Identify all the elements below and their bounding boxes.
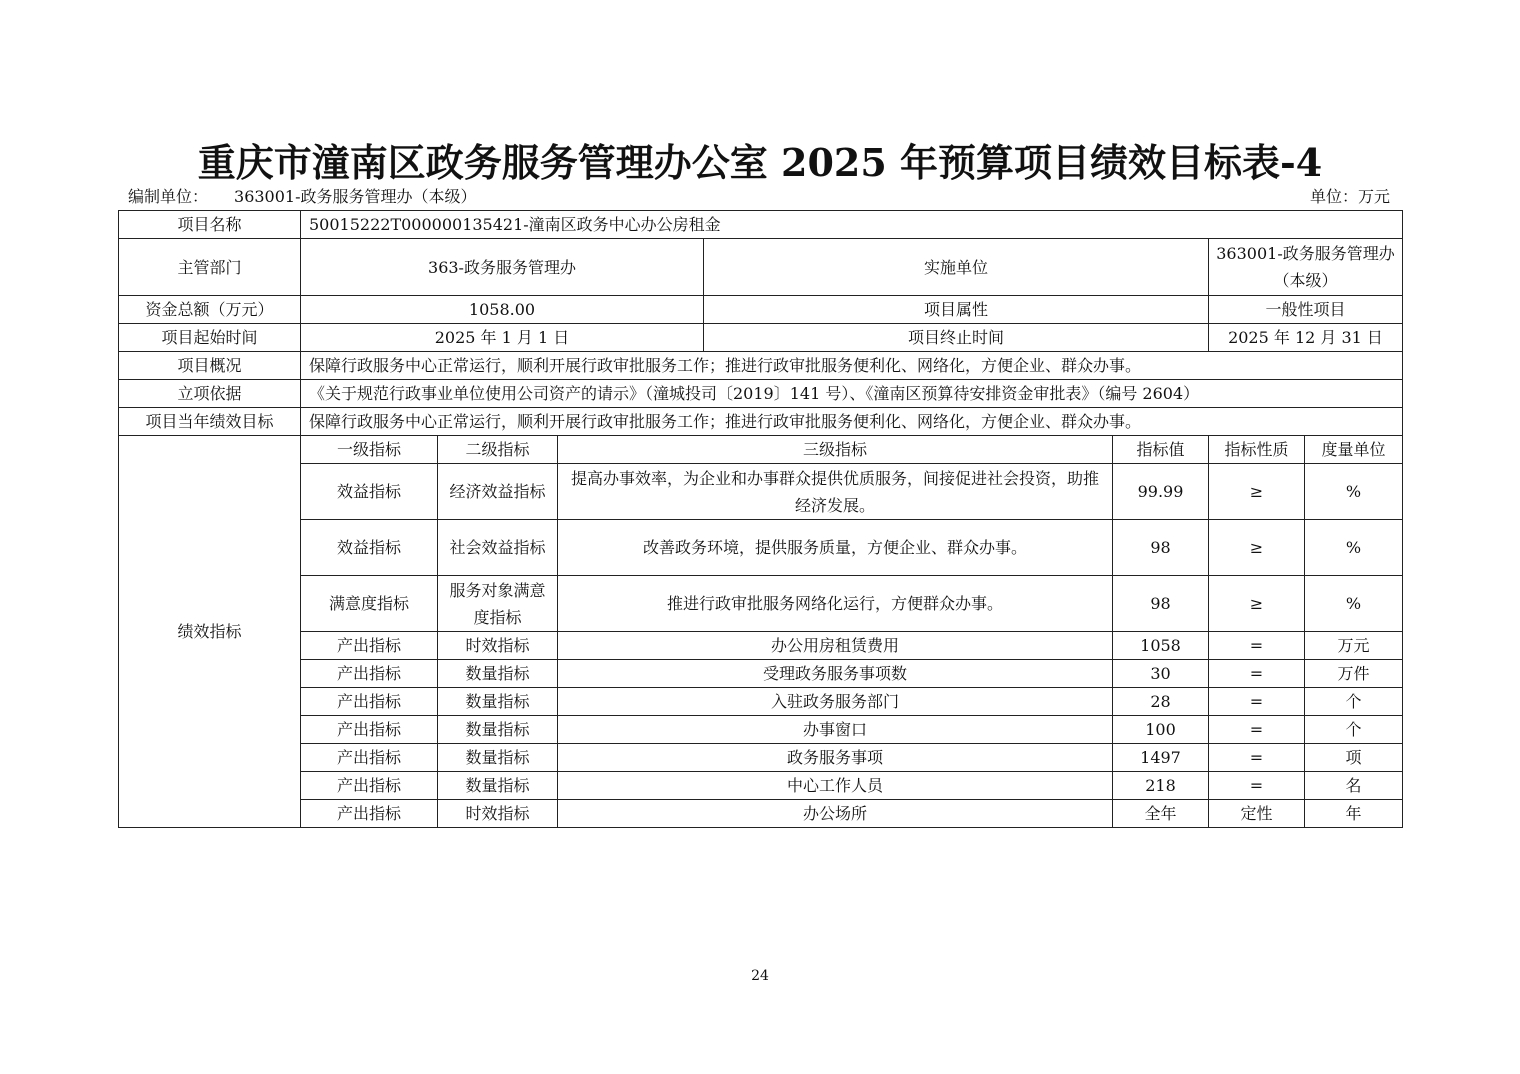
overview-value: 保障行政服务中心正常运行，顺利开展行政审批服务工作；推进行政审批服务便利化、网络化，方便企业、群众办事。 bbox=[301, 352, 1403, 380]
table-row bbox=[119, 716, 1403, 744]
row-value: 218 bbox=[1113, 772, 1209, 800]
row-level1: 效益指标 bbox=[301, 520, 438, 576]
row-level2: 数量指标 bbox=[438, 660, 558, 688]
start-value: 2025 年 1 月 1 日 bbox=[301, 324, 704, 352]
header-value: 指标值 bbox=[1113, 436, 1209, 464]
row-level1: 产出指标 bbox=[301, 800, 438, 828]
header-level2: 二级指标 bbox=[438, 436, 558, 464]
row-unit: % bbox=[1305, 576, 1403, 632]
dept-value: 363-政务服务管理办 bbox=[301, 239, 704, 296]
row-nature: = bbox=[1209, 632, 1305, 660]
row-level3: 提高办事效率，为企业和办事群众提供优质服务，间接促进社会投资，助推经济发展。 bbox=[558, 464, 1113, 520]
table-row bbox=[119, 632, 1403, 660]
row-value: 28 bbox=[1113, 688, 1209, 716]
row-level1: 产出指标 bbox=[301, 660, 438, 688]
compiling-unit-value: 363001-政务服务管理办（本级） bbox=[234, 187, 477, 206]
document-title: 重庆市潼南区政务服务管理办公室 2025 年预算项目绩效目标表-4 bbox=[197, 140, 1323, 185]
performance-table bbox=[118, 210, 1403, 828]
row-value: 30 bbox=[1113, 660, 1209, 688]
end-value: 2025 年 12 月 31 日 bbox=[1209, 324, 1403, 352]
header-level3: 三级指标 bbox=[558, 436, 1113, 464]
row-unit: 万件 bbox=[1305, 660, 1403, 688]
goal-label: 项目当年绩效目标 bbox=[119, 408, 301, 436]
table-row bbox=[119, 688, 1403, 716]
start-label: 项目起始时间 bbox=[119, 324, 301, 352]
impl-unit-value: 363001-政务服务管理办（本级） bbox=[1209, 239, 1403, 296]
row-level3: 政务服务事项 bbox=[558, 744, 1113, 772]
attr-label: 项目属性 bbox=[704, 296, 1209, 324]
table-row bbox=[119, 800, 1403, 828]
goal-value: 保障行政服务中心正常运行，顺利开展行政审批服务工作；推进行政审批服务便利化、网络化，方便企业、群众办事。 bbox=[301, 408, 1403, 436]
table-row bbox=[119, 660, 1403, 688]
row-nature: ≥ bbox=[1209, 520, 1305, 576]
row-level2: 数量指标 bbox=[438, 716, 558, 744]
row-value: 全年 bbox=[1113, 800, 1209, 828]
basis-value: 《关于规范行政事业单位使用公司资产的请示》（潼城投司〔2019〕141 号）、《潼南区预算待安排资金审批表》（编号 2604） bbox=[301, 380, 1403, 408]
currency-unit: 单位：万元 bbox=[1309, 187, 1390, 206]
table-row bbox=[119, 744, 1403, 772]
row-level3: 办公场所 bbox=[558, 800, 1113, 828]
overview-label: 项目概况 bbox=[119, 352, 301, 380]
impl-unit-label: 实施单位 bbox=[704, 239, 1209, 296]
table-row bbox=[119, 772, 1403, 800]
row-level3: 办事窗口 bbox=[558, 716, 1113, 744]
row-level1: 产出指标 bbox=[301, 688, 438, 716]
row-level2: 数量指标 bbox=[438, 688, 558, 716]
row-value: 98 bbox=[1113, 520, 1209, 576]
header-nature: 指标性质 bbox=[1209, 436, 1305, 464]
row-nature: 定性 bbox=[1209, 800, 1305, 828]
row-level2: 数量指标 bbox=[438, 744, 558, 772]
row-nature: = bbox=[1209, 716, 1305, 744]
row-level2: 服务对象满意度指标 bbox=[438, 576, 558, 632]
row-level3: 中心工作人员 bbox=[558, 772, 1113, 800]
row-level3: 改善政务环境，提供服务质量，方便企业、群众办事。 bbox=[558, 520, 1113, 576]
header-unit: 度量单位 bbox=[1305, 436, 1403, 464]
table-row bbox=[119, 464, 1403, 520]
row-unit: 个 bbox=[1305, 688, 1403, 716]
row-value: 98 bbox=[1113, 576, 1209, 632]
row-value: 1058 bbox=[1113, 632, 1209, 660]
table-row bbox=[119, 520, 1403, 576]
end-label: 项目终止时间 bbox=[704, 324, 1209, 352]
row-level2: 时效指标 bbox=[438, 800, 558, 828]
row-nature: = bbox=[1209, 688, 1305, 716]
project-name-value: 50015222T000000135421-潼南区政务中心办公房租金 bbox=[301, 211, 1403, 239]
row-level3: 受理政务服务事项数 bbox=[558, 660, 1113, 688]
row-unit: % bbox=[1305, 520, 1403, 576]
row-unit: % bbox=[1305, 464, 1403, 520]
row-level2: 数量指标 bbox=[438, 772, 558, 800]
row-level1: 产出指标 bbox=[301, 772, 438, 800]
row-level3: 入驻政务服务部门 bbox=[558, 688, 1113, 716]
row-unit: 万元 bbox=[1305, 632, 1403, 660]
row-level1: 产出指标 bbox=[301, 632, 438, 660]
row-level1: 产出指标 bbox=[301, 744, 438, 772]
row-level3: 办公用房租赁费用 bbox=[558, 632, 1113, 660]
header-level1: 一级指标 bbox=[301, 436, 438, 464]
compiling-unit-label: 编制单位： bbox=[128, 187, 209, 206]
row-value: 99.99 bbox=[1113, 464, 1209, 520]
table-row bbox=[119, 576, 1403, 632]
dept-label: 主管部门 bbox=[119, 239, 301, 296]
row-level1: 产出指标 bbox=[301, 716, 438, 744]
basis-label: 立项依据 bbox=[119, 380, 301, 408]
attr-value: 一般性项目 bbox=[1209, 296, 1403, 324]
row-nature: = bbox=[1209, 772, 1305, 800]
row-nature: ≥ bbox=[1209, 464, 1305, 520]
fund-label: 资金总额（万元） bbox=[119, 296, 301, 324]
row-unit: 年 bbox=[1305, 800, 1403, 828]
row-nature: = bbox=[1209, 660, 1305, 688]
row-level2: 社会效益指标 bbox=[438, 520, 558, 576]
row-value: 100 bbox=[1113, 716, 1209, 744]
row-level1: 满意度指标 bbox=[301, 576, 438, 632]
row-unit: 个 bbox=[1305, 716, 1403, 744]
row-nature: ≥ bbox=[1209, 576, 1305, 632]
row-level2: 时效指标 bbox=[438, 632, 558, 660]
row-nature: = bbox=[1209, 744, 1305, 772]
page-number: 24 bbox=[751, 968, 769, 984]
row-value: 1497 bbox=[1113, 744, 1209, 772]
row-unit: 项 bbox=[1305, 744, 1403, 772]
perf-section-label: 绩效指标 bbox=[119, 436, 301, 828]
row-unit: 名 bbox=[1305, 772, 1403, 800]
row-level3: 推进行政审批服务网络化运行，方便群众办事。 bbox=[558, 576, 1113, 632]
row-level2: 经济效益指标 bbox=[438, 464, 558, 520]
row-level1: 效益指标 bbox=[301, 464, 438, 520]
project-name-label: 项目名称 bbox=[119, 211, 301, 239]
compiling-unit bbox=[128, 184, 477, 207]
fund-value: 1058.00 bbox=[301, 296, 704, 324]
